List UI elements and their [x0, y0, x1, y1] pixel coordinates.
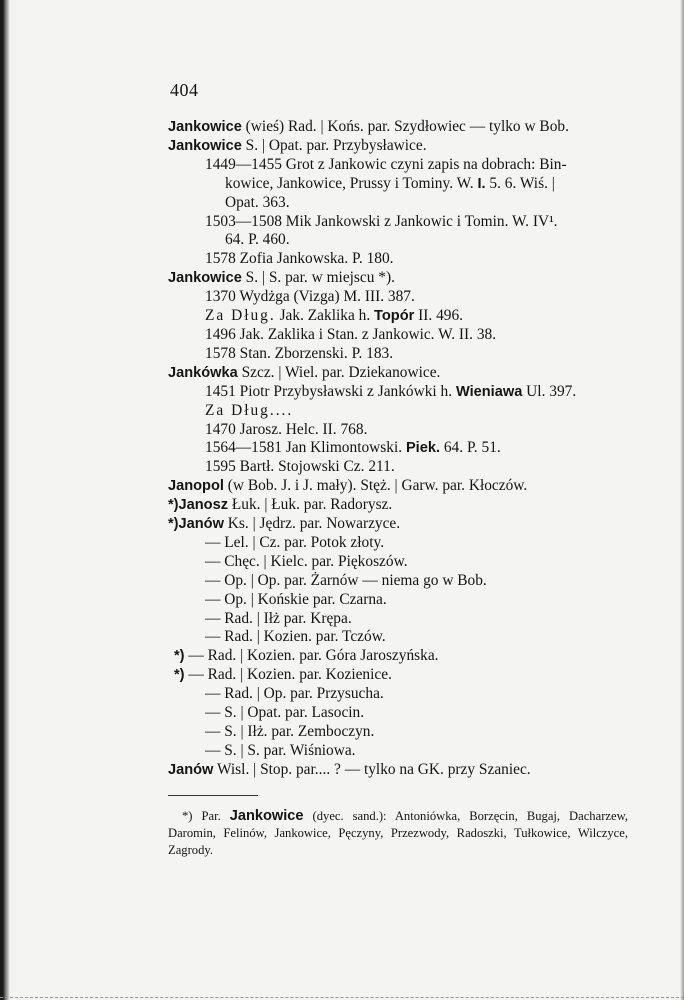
entry-line: [168, 250, 628, 269]
entry-line: [168, 515, 628, 534]
entry-line: [168, 666, 628, 685]
entry-line: [168, 685, 628, 704]
entry-text: 64. P. 51.: [440, 439, 501, 457]
entry-line: [168, 723, 628, 742]
entry-line: [168, 213, 628, 232]
entry-line: [168, 402, 628, 421]
entry-text: Za Dług....: [205, 401, 294, 419]
entry-text: — S. | S. par. Wiśniowa.: [205, 741, 356, 759]
entry-text: — Rad. | Kozien. par. Góra Jaroszyńska.: [184, 647, 439, 665]
entry-line: [168, 477, 628, 496]
entry-line: [168, 496, 628, 515]
entry-line: [168, 194, 628, 213]
entry-text: — Chęc. | Kielc. par. Piękoszów.: [205, 552, 408, 570]
entry-line: [168, 175, 628, 194]
entry-text: Opat. 363.: [225, 193, 290, 211]
entry-line: [168, 421, 628, 440]
entry-line: [168, 345, 628, 364]
entry-text: 5. 6. Wiś. |: [485, 174, 555, 192]
entry-headword: Jankowice: [168, 137, 242, 154]
entry-line: [168, 156, 628, 175]
entry-text: 1496 Jak. Zaklika i Stan. z Jankowic. W. II. 38.: [205, 325, 497, 343]
bottom-edge-line: [0, 997, 684, 998]
entry-headword: I.: [477, 175, 486, 192]
entry-text: II. 496.: [414, 307, 464, 325]
entry-headword: *): [174, 667, 185, 684]
entry-headword: *)Janów: [168, 516, 224, 533]
entry-text: Jak. Zaklika h.: [275, 307, 375, 325]
entry-text: — Rad. | Op. par. Przysucha.: [205, 685, 384, 703]
entry-text: S. | S. par. w miejscu *).: [241, 269, 395, 287]
page-edge: [680, 0, 684, 1000]
entry-text: — Op. | Op. par. Żarnów — niema go w Bob.: [205, 571, 487, 589]
book-spine-shadow: [0, 0, 10, 1000]
entry-headword: Piek.: [405, 440, 441, 457]
entry-text: — S. | Opat. par. Lasocin.: [205, 704, 365, 722]
entry-line: [168, 439, 628, 458]
entry-text: Ks. | Jędrz. par. Nowarzyce.: [223, 515, 401, 533]
entry-line: [168, 137, 628, 156]
entry-text: 1578 Zofia Jankowska. P. 180.: [205, 250, 394, 268]
entry-headword: *)Janosz: [168, 497, 229, 514]
entry-line: [168, 458, 628, 477]
entry-text: — Lel. | Cz. par. Potok złoty.: [205, 533, 385, 551]
footnote-lead: Par.: [192, 809, 230, 823]
entry-text: 1470 Jarosz. Helc. II. 768.: [205, 420, 368, 438]
entry-line: [168, 231, 628, 250]
entry-headword: Jankowice: [168, 119, 242, 135]
entry-line: [168, 269, 628, 288]
gazetteer-entries: [168, 118, 628, 780]
entry-text: — Rad. | Kozien. par. Tczów.: [205, 628, 386, 646]
entry-text: (wieś) Rad. | Końs. par. Szydłowiec — tylko w Bob.: [241, 118, 569, 135]
entry-text: — Rad. | Iłż par. Krępa.: [205, 609, 352, 627]
entry-line: [168, 761, 628, 780]
entry-line: [168, 118, 628, 137]
entry-text: 1503—1508 Mik Jankowski z Jankowic i Tomin. W. IV¹.: [205, 212, 558, 230]
entry-headword: Jankówka: [168, 364, 238, 381]
entry-text: kowice, Jankowice, Prussy i Tominy. W.: [225, 174, 478, 192]
entry-text: 1451 Piotr Przybysławski z Jankówki h.: [205, 382, 456, 400]
page-number: 404: [170, 80, 199, 100]
footnote-marker: *): [182, 809, 193, 823]
entry-text: — S. | Iłż. par. Zemboczyn.: [205, 723, 375, 740]
entry-line: [168, 628, 628, 647]
entry-line: [168, 383, 628, 402]
entry-line: [168, 742, 628, 761]
entry-line: [168, 326, 628, 345]
entry-text: Wisl. | Stop. par.... ? — tylko na GK. przy Szaniec.: [213, 760, 531, 778]
entry-headword: Wieniawa: [455, 383, 523, 400]
entry-line: [168, 553, 628, 572]
entry-text: 1595 Bartł. Stojowski Cz. 211.: [205, 458, 395, 476]
entry-line: [168, 572, 628, 591]
entry-text: Ul. 397.: [522, 382, 577, 400]
entry-headword: *): [174, 648, 185, 665]
entry-line: [168, 307, 628, 326]
entry-line: [168, 364, 628, 383]
entry-line: [168, 288, 628, 307]
entry-text: Szcz. | Wiel. par. Dziekanowice.: [237, 363, 441, 381]
entry-text: 1578 Stan. Zborzenski. P. 183.: [205, 344, 394, 362]
entry-headword: Topór: [374, 308, 415, 325]
entry-headword: Janów: [168, 761, 214, 778]
footnote: [168, 808, 628, 859]
entry-text: 1370 Wydżga (Vizga) M. III. 387.: [205, 288, 415, 306]
entry-text: 1564—1581 Jan Klimontowski.: [205, 439, 406, 457]
entry-text: 1449—1455 Grot z Jankowic czyni zapis na dobrach: Bin-: [205, 155, 567, 173]
entry-line: [168, 704, 628, 723]
entry-text: (w Bob. J. i J. mały). Stęż. | Garw. par. Kłoczów.: [223, 477, 528, 495]
footnote-head: Jankowice: [229, 808, 304, 824]
footnote-divider: [168, 795, 258, 796]
entry-text: S. | Opat. par. Przybysławice.: [241, 136, 427, 154]
entry-text: 64. P. 460.: [225, 231, 290, 249]
entry-text: Łuk. | Łuk. par. Radorysz.: [228, 496, 393, 514]
entry-line: [168, 591, 628, 610]
entry-text: Za Dług.: [205, 307, 276, 325]
entry-line: [168, 647, 628, 666]
entry-text: — Op. | Końskie par. Czarna.: [205, 590, 387, 608]
entry-headword: Janopol: [168, 478, 224, 495]
footnote-text: (dyec. sand.): Antoniówka, Borzęcin, Bugaj, Dacharzew, Daromin, Felinów, Jankowice, Pęczyny, Przezwody, Radoszki, Tułkowice, Wilczyce, Zagrody.: [168, 809, 628, 857]
entry-text: — Rad. | Kozien. par. Kozienice.: [184, 666, 392, 684]
entry-line: [168, 534, 628, 553]
entry-line: [168, 610, 628, 629]
entry-headword: Jankowice: [168, 270, 242, 287]
